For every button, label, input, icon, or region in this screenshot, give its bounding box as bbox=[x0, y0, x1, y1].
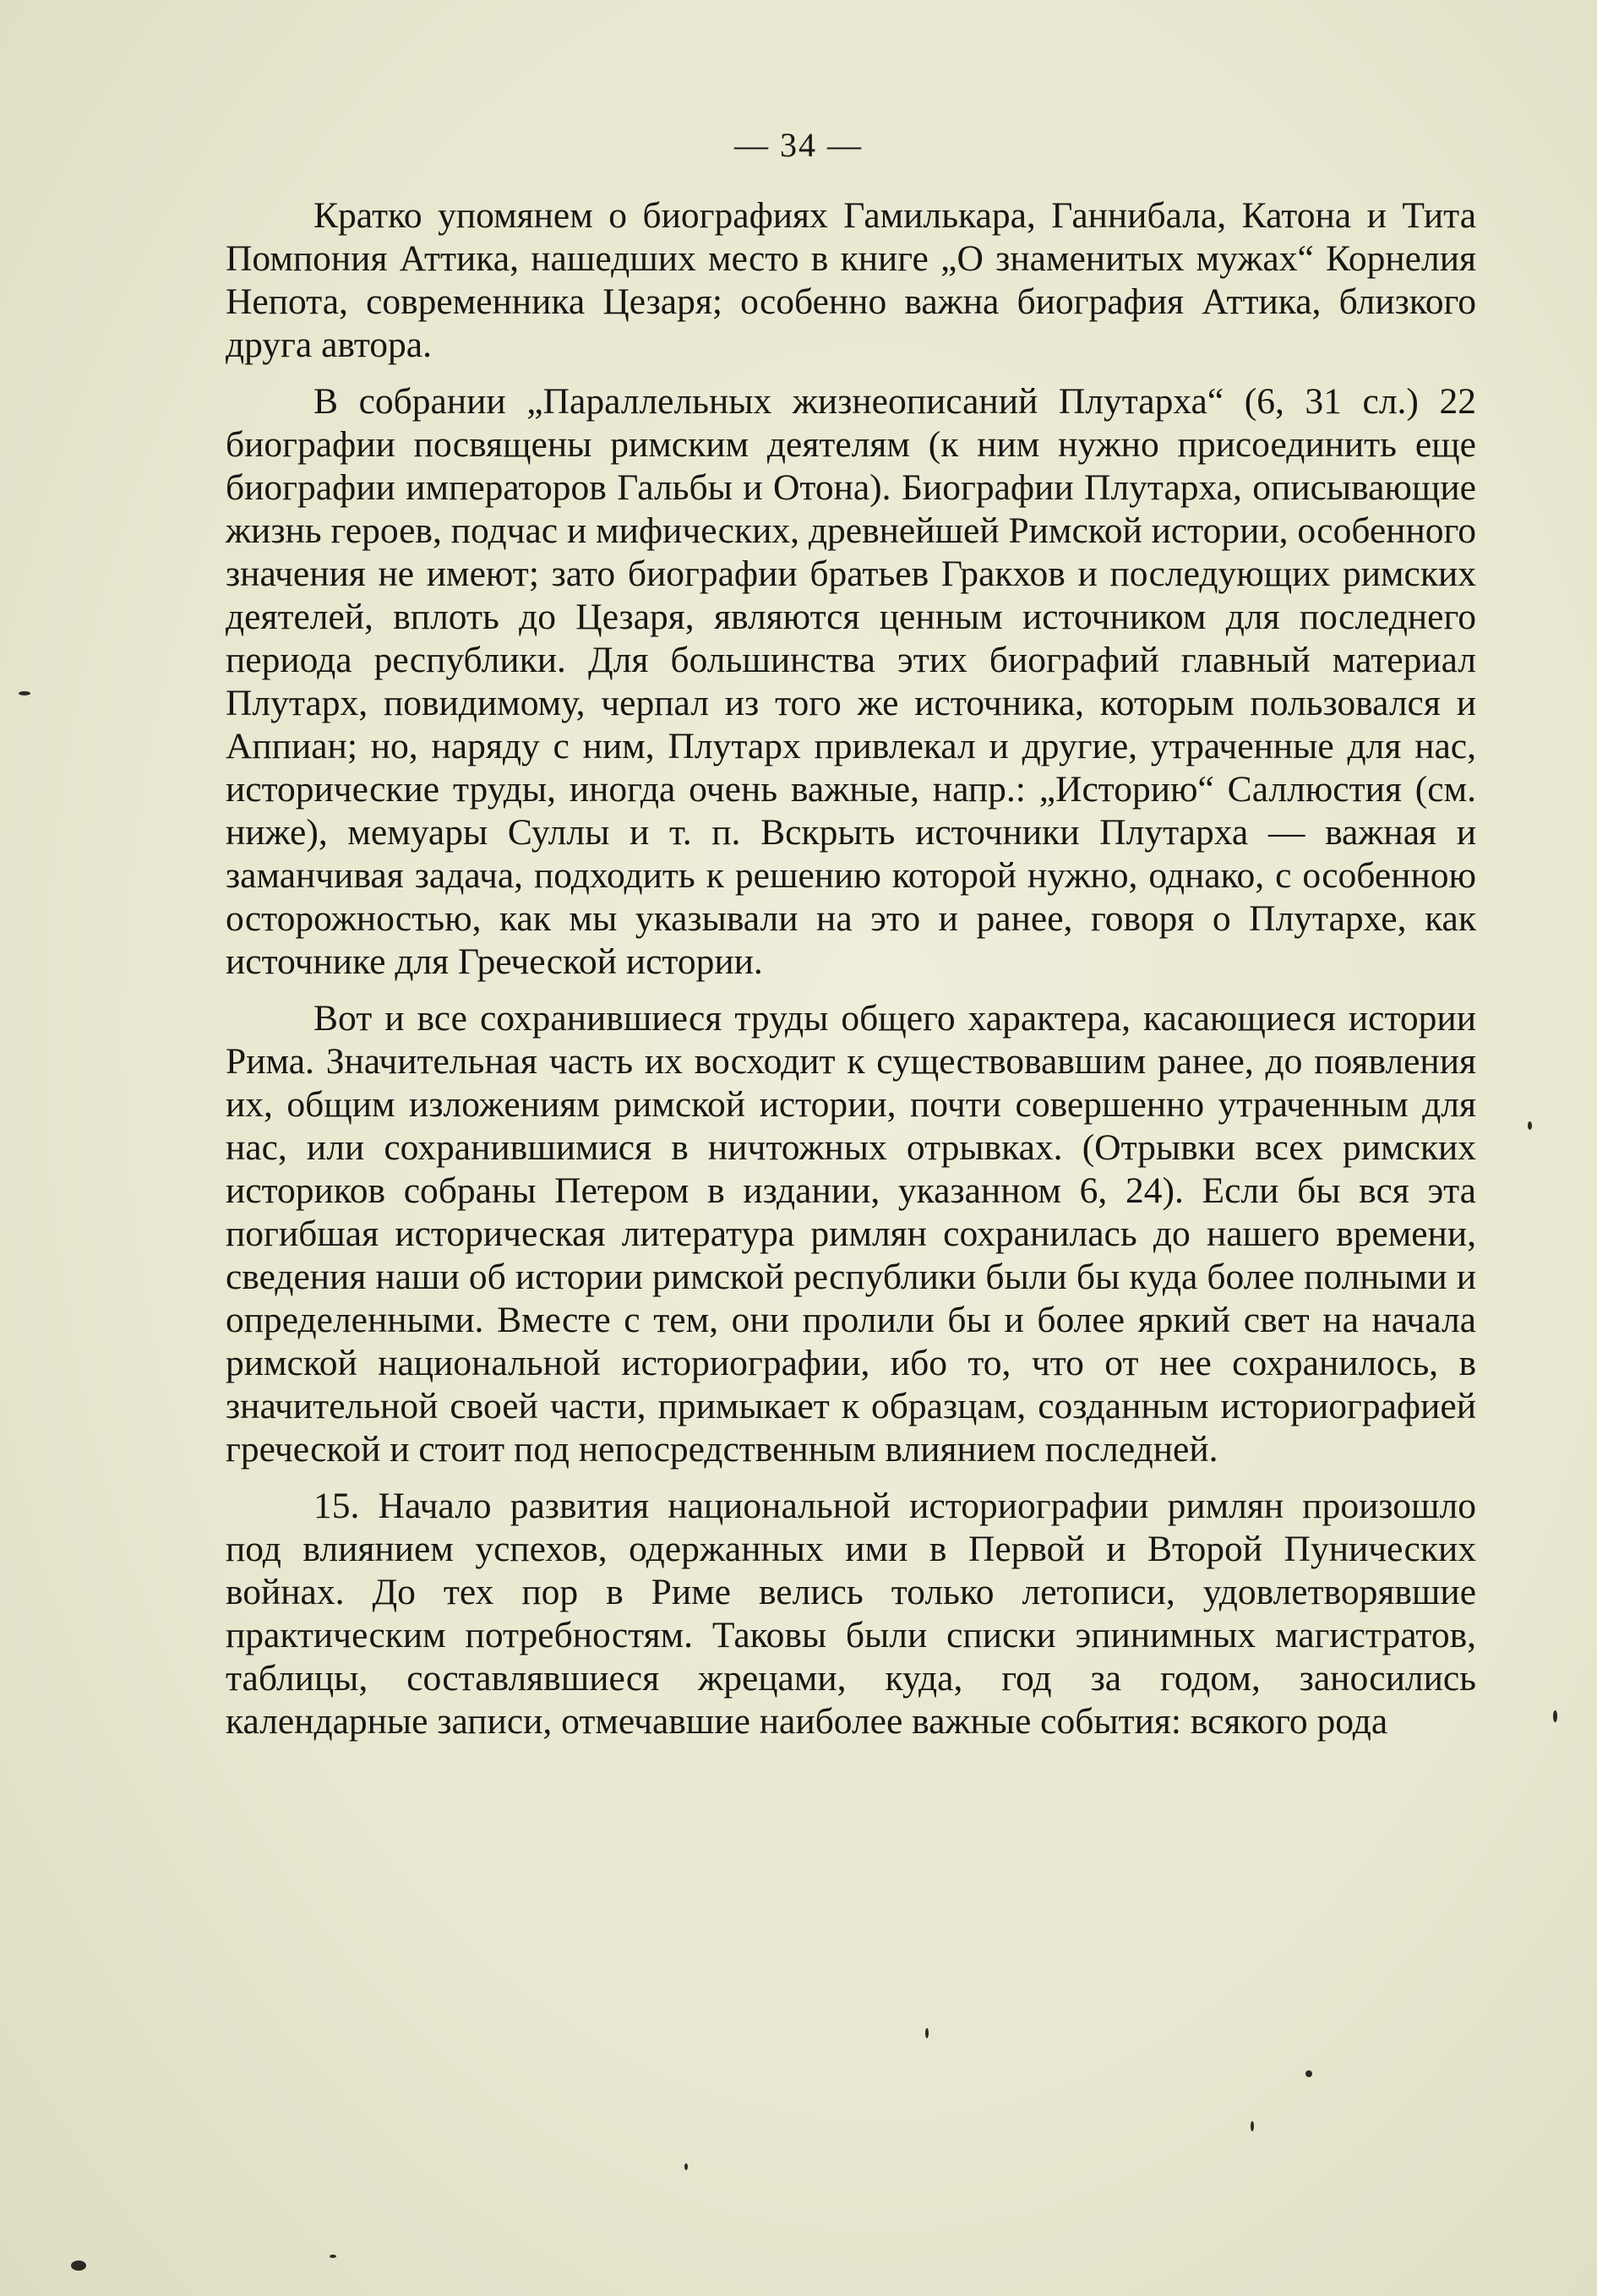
scan-speck bbox=[1305, 2070, 1312, 2077]
scan-speck bbox=[19, 691, 30, 695]
paragraph-plutarch: В собрании „Параллельных жизнеописаний Плутарха“ (6, 31 сл.) 22 биографии посвящены римским деятелям (к ним нужно присоединить еще биографии императоров Гальбы и Отона). Биографии Плутарха, описывающие жизнь героев, подчас и мифических, древнейшей Римской истории, особенного значения не имеют; зато биографии братьев Гракхов и последующих римских деятелей, вплоть до Цезаря, являются ценным источником для последнего периода республики. Для большинства этих биографий главный материал Плутарх, повидимому, черпал из того же источника, которым пользовался и Аппиан; но, наряду с ним, Плутарх привлекал и другие, утраченные для нас, исторические труды, иногда очень важные, напр.: „Историю“ Саллюстия (см. ниже), мемуары Суллы и т. п. Вскрыть источники Плутарха — важная и заманчивая задача, подходить к решению которой нужно, однако, с особенною осторожностью, как мы указывали на это и ранее, говоря о Плутархе, как источнике для Греческой истории. bbox=[226, 381, 1476, 982]
body-text bbox=[226, 194, 1476, 1757]
scan-speck bbox=[330, 2255, 336, 2258]
paragraph-nepos: Кратко упомянем о биографиях Гамилькара, Ганнибала, Катона и Тита Помпония Аттика, нашедших место в книге „О знаменитых мужах“ Корнелия Непота, современника Цезаря; особенно важна биография Аттика, близкого друга автора. bbox=[226, 195, 1476, 365]
scan-speck bbox=[1251, 2121, 1254, 2131]
scan-speck bbox=[684, 2163, 688, 2170]
page-number: — 34 — bbox=[734, 126, 863, 164]
scan-speck bbox=[1553, 1710, 1557, 1722]
scan-speck bbox=[925, 2028, 929, 2038]
paragraph-section-15: 15. Начало развития национальной историографии римлян произошло под влиянием успехов, одержанных ими в Первой и Второй Пунических войнах. До тех пор в Риме велись только летописи, удовлетворявшие практическим потребностям. Таковы были списки эпинимных магистратов, таблицы, составлявшиеся жрецами, куда, год за годом, заносились календарные записи, отмечавшие наиболее важные события: всякого рода bbox=[226, 1486, 1476, 1742]
scan-speck bbox=[71, 2261, 86, 2271]
paragraph-surviving-works: Вот и все сохранившиеся труды общего характера, касающиеся истории Рима. Значительная часть их восходит к существовавшим ранее, до появления их, общим изложениям римской истории, почти совершенно утраченным для нас, или сохранившимися в ничтожных отрывках. (Отрывки всех римских историков собраны Петером в издании, указанном 6, 24). Если бы вся эта погибшая историческая литература римлян сохранилась до нашего времени, сведения наши об истории римской республики были бы куда более полными и определенными. Вместе с тем, они пролили бы и более яркий свет на начала римской национальной историографии, ибо то, что от нее сохранилось, в значительной своей части, примыкает к образцам, созданным историографией греческой и стоит под непосредственным влиянием последней. bbox=[226, 998, 1476, 1470]
scan-speck bbox=[1528, 1121, 1532, 1130]
